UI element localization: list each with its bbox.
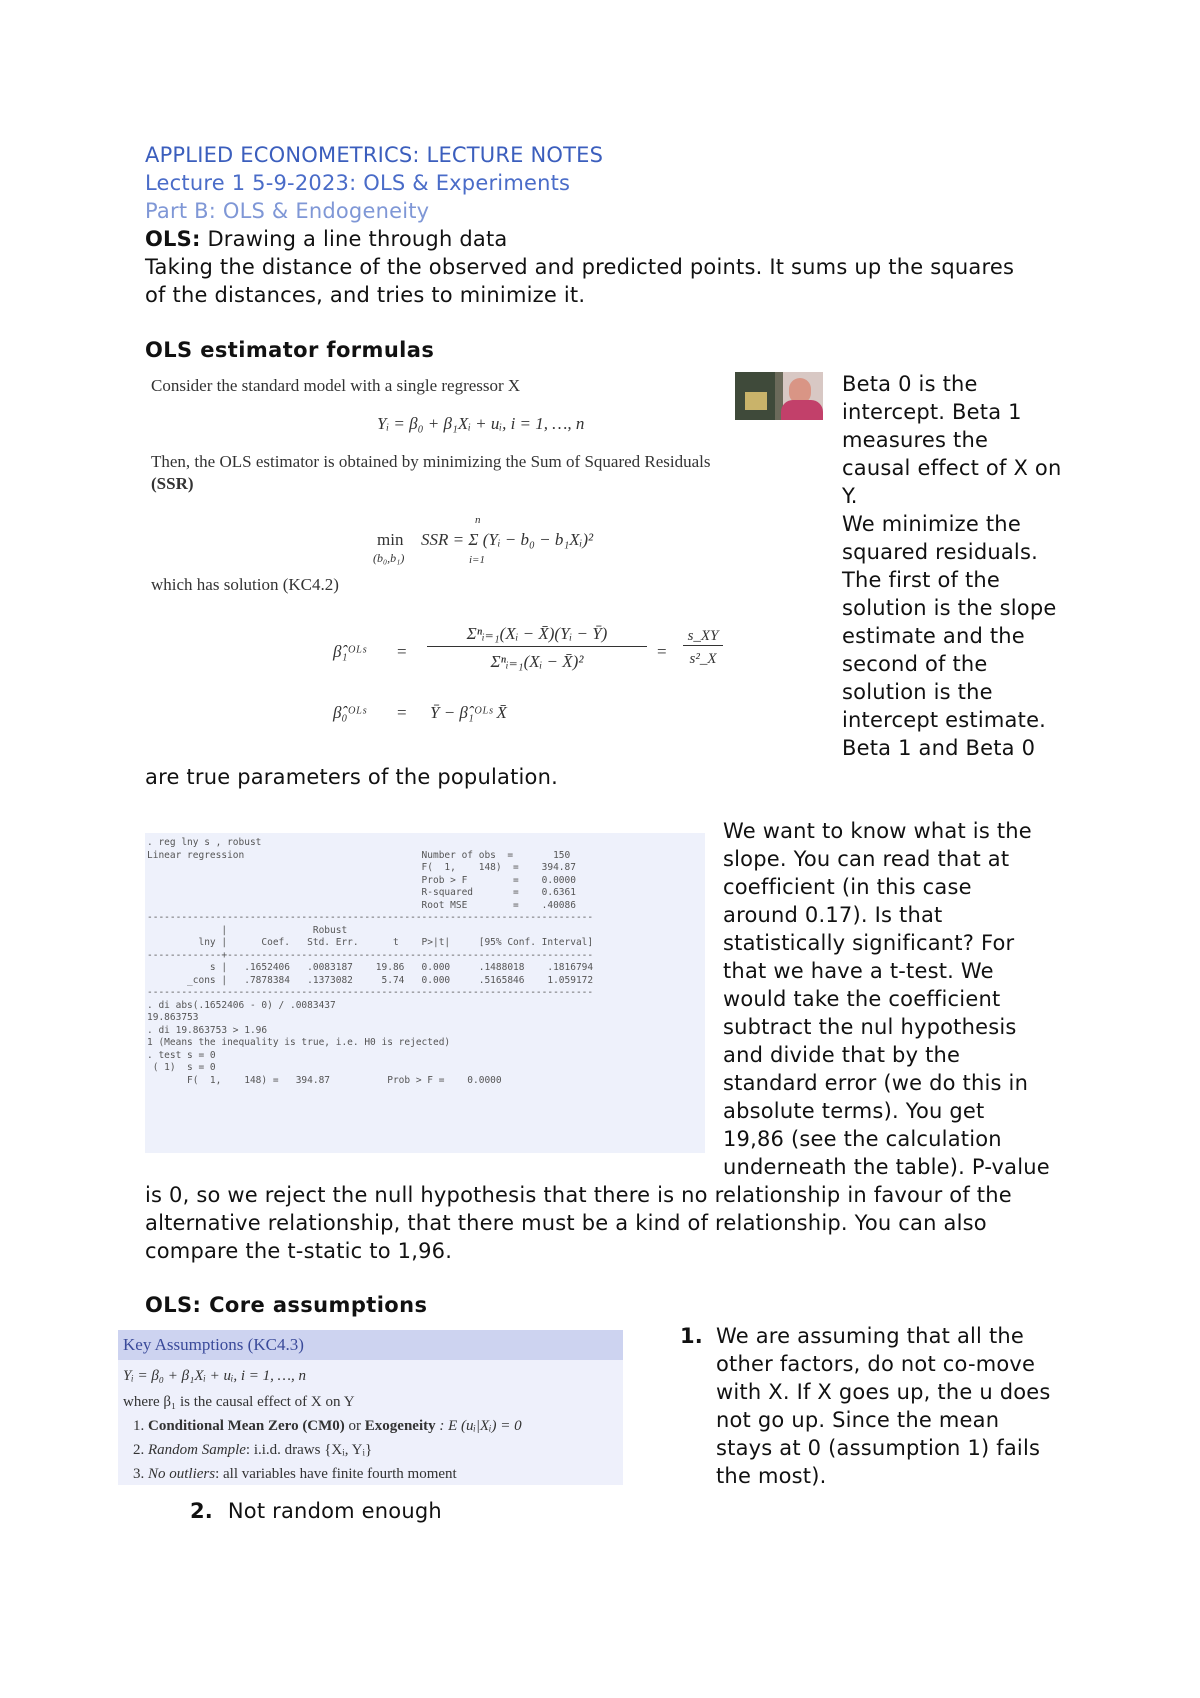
stata-line: _cons | .7878384 .1373082 5.74 0.000 .5165846 1.059172: [147, 974, 594, 986]
side-line: intercept. Beta 1: [842, 400, 1022, 424]
stata-line: ------------------------------------------------------------------------------: [147, 987, 594, 998]
stata-output-text: [147, 837, 593, 1087]
assumption-bold: Conditional Mean Zero (CM0): [148, 1418, 345, 1434]
assumptions-side-text: [716, 1322, 1076, 1490]
after-line: compare the t-static to 1,96.: [145, 1239, 453, 1263]
list-num: 2.: [190, 1499, 213, 1523]
list-item-2: [190, 1497, 442, 1525]
side-line: intercept estimate.: [842, 708, 1047, 732]
side-line: absolute terms). You get: [723, 1099, 985, 1123]
assumption-num: 3.: [133, 1466, 145, 1482]
assumptions-slide: [118, 1330, 623, 1485]
side-line: solution is the: [842, 680, 993, 704]
side-line: We want to know what is the: [723, 819, 1032, 843]
side-line: estimate and the: [842, 624, 1025, 648]
assumption-item-1: [133, 1418, 522, 1435]
side-line: underneath the table). P-value: [723, 1155, 1050, 1179]
stata-line: . di abs(.1652406 - 0) / .0083437: [147, 999, 336, 1011]
section-heading-assumptions: OLS: Core assumptions: [145, 1293, 428, 1317]
ols-label: OLS:: [145, 227, 201, 251]
assumption-num: 1.: [133, 1418, 145, 1434]
slide-b1-numerator: Σⁿᵢ₌₁(Xᵢ − X̄)(Yᵢ − Ȳ): [427, 624, 647, 647]
assumptions-model: Yᵢ = β₀ + β₁Xᵢ + uᵢ, i = 1, …, n: [123, 1368, 306, 1384]
stata-line: . di 19.863753 > 1.96: [147, 1024, 268, 1036]
side-line: not go up. Since the mean: [716, 1408, 1000, 1432]
assumption-rest: : all variables have finite fourth moment: [215, 1466, 457, 1482]
lecture-title: Lecture 1 5-9-2023: OLS & Experiments: [145, 171, 571, 195]
lecturer-webcam-image: [735, 372, 823, 420]
after-line: is 0, so we reject the null hypothesis that there is no relationship in favour of the: [145, 1183, 1012, 1207]
intro-line-2: of the distances, and tries to minimize it.: [145, 283, 586, 307]
side-line: standard error (we do this in: [723, 1071, 1029, 1095]
slide-b0-eq: =: [397, 703, 407, 722]
assumption-num: 2.: [133, 1442, 145, 1458]
assumption-rest: : i.i.d. draws {Xᵢ, Yᵢ}: [245, 1442, 373, 1458]
assumptions-box-title: Key Assumptions (KC4.3): [118, 1330, 623, 1360]
stata-line: F( 1, 148) = 394.87: [147, 862, 576, 873]
assumptions-where: where β₁ is the causal effect of X on Y: [123, 1394, 355, 1410]
side-line: We are assuming that all the: [716, 1324, 1025, 1348]
slide-b0-rhs: Ȳ − β̂₁ᴼᴸˢ X̄: [430, 703, 507, 722]
stata-line: lny | Coef. Std. Err. t P>|t| [95% Conf. Interval]: [147, 937, 594, 948]
side-line: subtract the nul hypothesis: [723, 1015, 1017, 1039]
estimator-slide: [145, 370, 810, 760]
stata-line: Root MSE = .40086: [147, 899, 576, 911]
stata-side-notes: [723, 817, 1083, 1181]
part-title: Part B: OLS & Endogeneity: [145, 199, 430, 223]
side-line: with X. If X goes up, the u does: [716, 1380, 1051, 1404]
stata-line: Prob > F = 0.0000: [147, 874, 576, 886]
side-line: slope. You can read that at: [723, 847, 1010, 871]
ols-intro: [145, 225, 1014, 253]
stata-line: 1 (Means the inequality is true, i.e. H0 is rejected): [147, 1037, 451, 1048]
stata-line: | Robust: [147, 924, 348, 936]
slide-sum-top: n: [475, 514, 481, 526]
slide-min: min: [377, 530, 404, 549]
assumption-rest: : E (uᵢ|Xᵢ) = 0: [435, 1418, 522, 1434]
slide-b1-denominator: Σⁿᵢ₌₁(Xᵢ − X̄)²: [490, 652, 584, 671]
side-line: Y.: [842, 484, 858, 508]
stata-line: s | .1652406 .0083187 19.86 0.000 .1488018 .1816794: [147, 962, 594, 973]
stata-line: R-squared = 0.6361: [147, 887, 576, 898]
stata-line: ------------------------------------------------------------------------------: [147, 912, 594, 923]
slide-b1-eq: =: [397, 642, 407, 661]
side-line: the most).: [716, 1464, 827, 1488]
stata-line: . reg lny s , robust: [147, 837, 262, 848]
slide-b1-rhs-num: s_XY: [683, 628, 723, 646]
slide-b1-rhs-den: s²_X: [689, 651, 717, 667]
header: [145, 141, 1014, 309]
slide-min-sub: (b₀,b₁): [373, 551, 405, 565]
stata-line: Linear regression Number of obs = 150: [147, 849, 571, 861]
side-line: Beta 1 and Beta 0: [842, 736, 1036, 760]
stata-line: ( 1) s = 0: [147, 1062, 216, 1073]
list-num: 1.: [680, 1324, 703, 1348]
side-line: statistically significant? For: [723, 931, 1015, 955]
side-line: that we have a t-test. We: [723, 959, 994, 983]
section-heading-estimator: OLS estimator formulas: [145, 338, 435, 362]
side-line: measures the: [842, 428, 989, 452]
slide-then-1: Then, the OLS estimator is obtained by minimizing the Sum of Squared Residuals: [151, 452, 711, 471]
side-line: squared residuals.: [842, 540, 1038, 564]
assumption-ital: Random Sample: [148, 1442, 246, 1458]
ols-intro-text: Drawing a line through data: [200, 227, 508, 251]
list-text: Not random enough: [227, 1499, 442, 1523]
slide-which: which has solution (KC4.2): [151, 575, 339, 594]
slide-then-2: (SSR): [151, 474, 194, 493]
side-line: other factors, do not co-move: [716, 1352, 1036, 1376]
side-line: second of the: [842, 652, 988, 676]
stata-after-text: [145, 1181, 1012, 1265]
estimator-side-notes: [842, 370, 1082, 762]
side-line: coefficient (in this case: [723, 875, 972, 899]
slide-sum-bottom: i=1: [469, 554, 485, 566]
side-line: Beta 0 is the: [842, 372, 978, 396]
intro-line-1: Taking the distance of the observed and predicted points. It sums up the squares: [145, 255, 1015, 279]
stata-line: -------------+----------------------------------------------------------------: [147, 949, 594, 961]
slide-b1-eq-2: =: [657, 642, 667, 661]
side-line: around 0.17). Is that: [723, 903, 943, 927]
side-line: stays at 0 (assumption 1) fails: [716, 1436, 1041, 1460]
slide-ssr: SSR = Σ (Yᵢ − b₀ − b₁Xᵢ)²: [421, 530, 594, 549]
estimator-after-text: are true parameters of the population.: [145, 765, 558, 789]
slide-consider: Consider the standard model with a single regressor X: [151, 376, 521, 395]
stata-line: F( 1, 148) = 394.87 Prob > F = 0.0000: [147, 1074, 502, 1086]
document-title: APPLIED ECONOMETRICS: LECTURE NOTES: [145, 143, 604, 167]
side-line: solution is the slope: [842, 596, 1057, 620]
slide-b1-lhs: β̂₁ᴼᴸˢ: [333, 642, 366, 661]
side-line: and divide that by the: [723, 1043, 961, 1067]
assumption-item-2: [133, 1442, 372, 1459]
stata-output-image: [145, 833, 705, 1153]
side-line: 19,86 (see the calculation: [723, 1127, 1002, 1151]
assumption-mid: or: [344, 1418, 365, 1434]
stata-line: . test s = 0: [147, 1049, 216, 1061]
assumption-bold-2: Exogeneity: [364, 1418, 436, 1434]
assumption-item-3: [133, 1466, 457, 1483]
side-line: would take the coefficient: [723, 987, 1001, 1011]
side-line: The first of the: [842, 568, 1001, 592]
slide-model: Yᵢ = β₀ + β₁Xᵢ + uᵢ, i = 1, …, n: [377, 414, 585, 433]
side-line: causal effect of X on: [842, 456, 1062, 480]
slide-b0-lhs: β̂₀ᴼᴸˢ: [333, 703, 366, 722]
after-line: alternative relationship, that there must be a kind of relationship. You can also: [145, 1211, 987, 1235]
side-line: We minimize the: [842, 512, 1021, 536]
stata-line: 19.863753: [147, 1012, 199, 1023]
assumption-ital: No outliers: [148, 1466, 216, 1482]
